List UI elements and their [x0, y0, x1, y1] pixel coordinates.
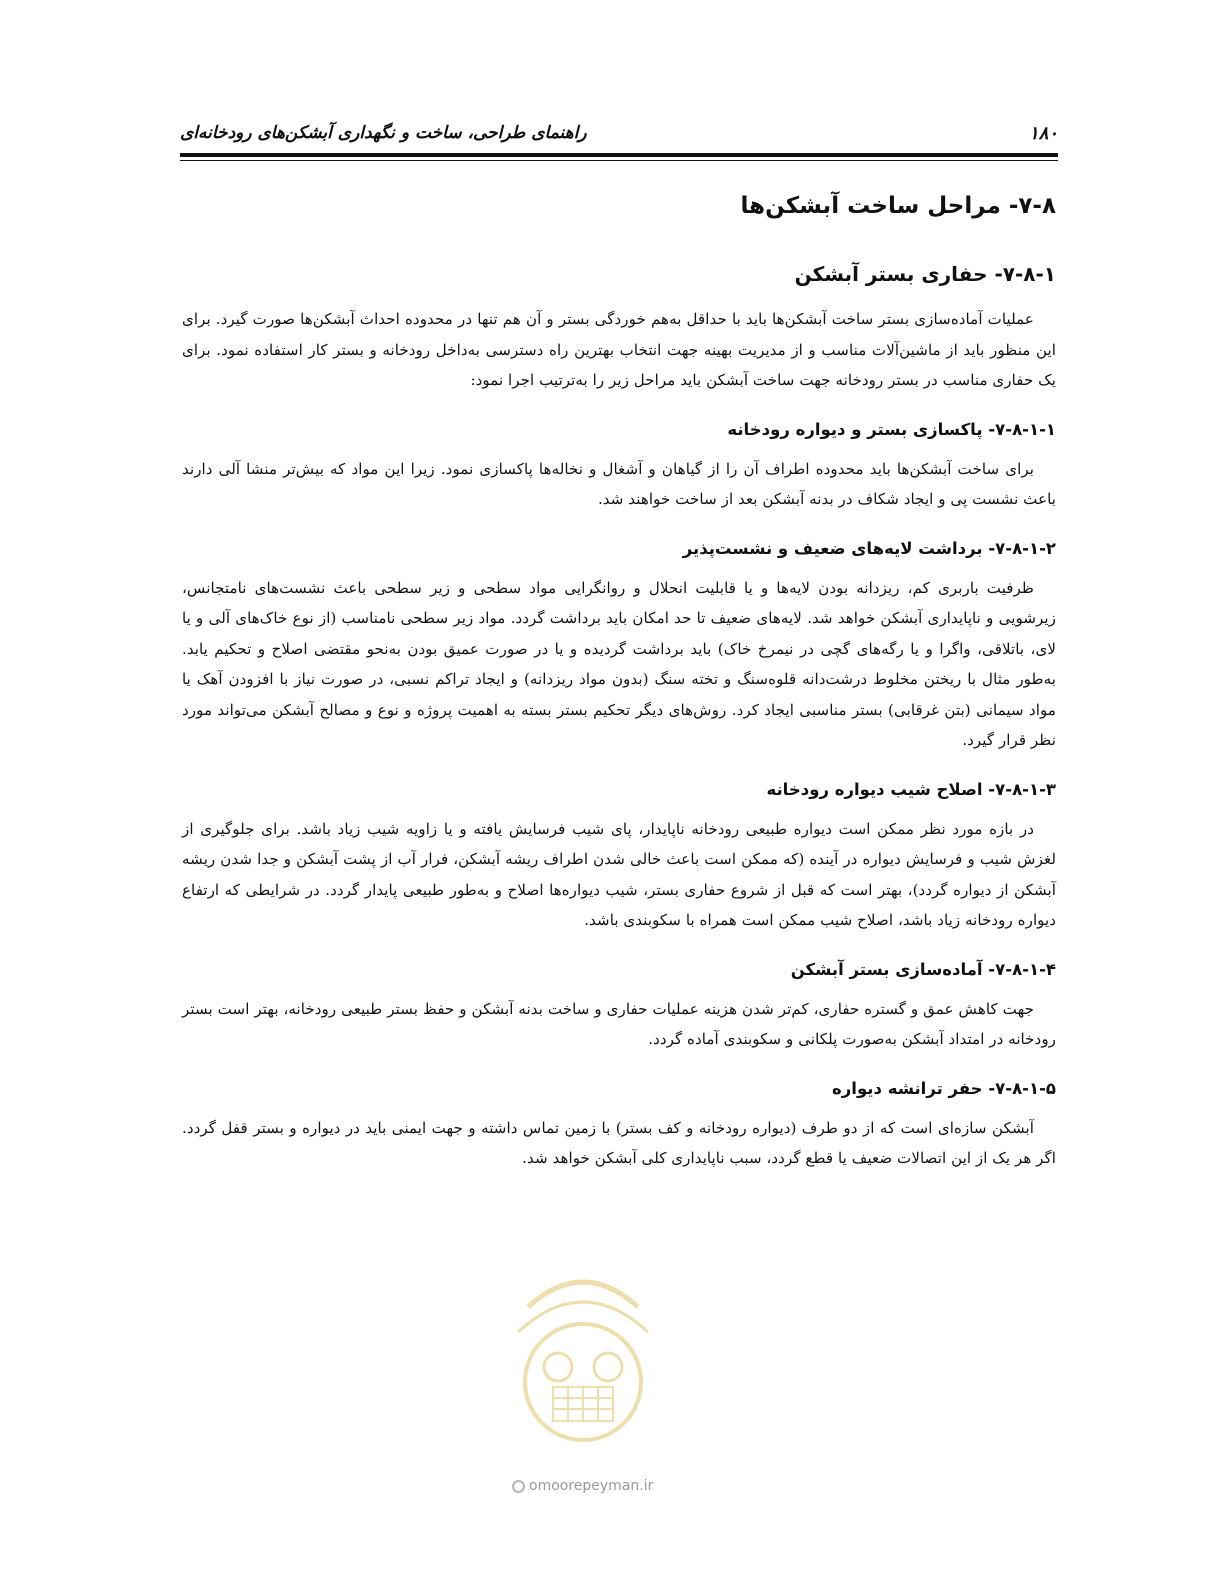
item-paragraph-bank-slope: در بازه مورد نظر ممکن است دیواره طبیعی رودخانه ناپایدار، پای شیب فرسایش یافته و یا زاویه شیب زیاد باشد. برای جلوگیری از لغزش شیب و فرسایش دیواره در آینده (که ممکن است باعث خالی شدن اطراف ریشه آبشکن، فرار آب از پشت آبشکن و جدا شدن ریشه آبشکن از دیواره گردد)، بهتر است که قبل از شروع حفاری بستر، شیب دیواره‌ها اصلاح و به‌طور طبیعی پایدار گردد. در شرایطی که ارتفاع دیواره رودخانه زیاد باشد، اصلاح شیب ممکن است همراه با سکوبندی باشد.: [182, 819, 1056, 929]
item-heading-weak-layers: ۷-۸-۱-۲- برداشت لایه‌های ضعیف و نشست‌پذیر: [682, 538, 1056, 558]
subsection-heading: ۷-۸-۱- حفاری بستر آبشکن: [794, 262, 1056, 286]
running-header: [180, 118, 1058, 148]
watermark-logo: [498, 1262, 668, 1462]
item-paragraph-weak-layers: ظرفیت باربری کم، ریزدانه بودن لایه‌ها و یا قابلیت انحلال و روانگرایی مواد سطحی و زیر سطحی باعث نشست‌های نامتجانس، زیرشویی و ناپایداری آبشکن خواهد شد. لایه‌های ضعیف تا حد امکان باید برداشت گردد. مواد زیر سطحی نامناسب (از نوع خاک‌های آلی و یا لای، باتلاقی، واگرا و یا رگه‌های گچی در نیمرخ خاک) باید برداشت گردیده و یا در صورت عمیق بودن به‌نحو مقتضی اصلاح و تحکیم یابد. به‌طور مثال با ریختن مخلوط درشت‌دانه قلوه‌سنگ و تخته سنگ (بدون مواد ریزدانه) و ایجاد تراکم نسبی، در صورت نیاز با افزودن آهک یا مواد سیمانی (بتن غرقابی) بستر مناسبی ایجاد کرد. روش‌های دیگر تحکیم بستر بسته به اهمیت پروژه و نوع و مصالح آبشکن می‌تواند مورد نظر قرار گیرد.: [182, 578, 1056, 749]
item-heading-bank-slope: ۷-۸-۱-۳- اصلاح شیب دیواره رودخانه: [766, 779, 1056, 799]
item-paragraph-bed-preparation: جهت کاهش عمق و گستره حفاری، کم‌تر شدن هزینه عملیات حفاری و ساخت بدنه آبشکن و حفظ بستر طبیعی رودخانه، بهتر است بستر رودخانه در امتداد آبشکن به‌صورت پلکانی و سکوبندی آماده گردد.: [182, 999, 1056, 1048]
main-content: [182, 184, 1056, 1184]
header-rule-thick: [180, 153, 1058, 157]
item-paragraph-wall-trench: آبشکن سازه‌ای است که از دو طرف (دیواره رودخانه و کف بستر) با زمین تماس داشته و جهت ایمنی باید در دیواره و بستر قفل گردد. اگر هر یک از این اتصالات ضعیف یا قطع گردد، سبب ناپایداری کلی آبشکن خواهد شد.: [182, 1118, 1056, 1167]
page-number: ۱۸۰: [1028, 122, 1058, 144]
section-heading: ۷-۸- مراحل ساخت آبشکن‌ها: [740, 193, 1056, 219]
item-paragraph-cleanup: برای ساخت آبشکن‌ها باید محدوده اطراف آن را از گیاهان و آشغال و نخاله‌ها پاکسازی نمود. زیرا این مواد که بیش‌تر منشا آلی دارند باعث نشست پی و ایجاد شکاف در بدنه آبشکن بعد از ساخت خواهند شد.: [182, 459, 1056, 508]
header-rule-thin: [180, 160, 1058, 161]
subsection-intro-paragraph: عملیات آماده‌سازی بستر ساخت آبشکن‌ها باید با حداقل به‌هم خوردگی بستر و آن هم تنها در محدوده احداث آبشکن‌ها صورت گیرد. برای این منظور باید از ماشین‌آلات مناسب و از مدیریت بهینه جهت انتخاب بهترین راه دسترسی به‌داخل رودخانه و بستر کار استفاده نمود. برای یک حفاری مناسب در بستر رودخانه جهت ساخت آبشکن باید مراحل زیر را به‌ترتیب اجرا نمود:: [182, 310, 1056, 389]
globe-icon: [512, 1480, 525, 1493]
item-heading-bed-preparation: ۷-۸-۱-۴- آماده‌سازی بستر آبشکن: [790, 959, 1056, 979]
running-header-title: راهنمای طراحی، ساخت و نگهداری آبشکن‌های رودخانه‌ای: [180, 123, 587, 143]
watermark-url-text: omoorepeyman.ir: [529, 1478, 654, 1494]
watermark-url: [512, 1478, 702, 1494]
item-heading-wall-trench: ۷-۸-۱-۵- حفر ترانشه دیواره: [832, 1078, 1056, 1098]
item-heading-cleanup: ۷-۸-۱-۱- پاکسازی بستر و دیواره رودخانه: [727, 419, 1056, 439]
